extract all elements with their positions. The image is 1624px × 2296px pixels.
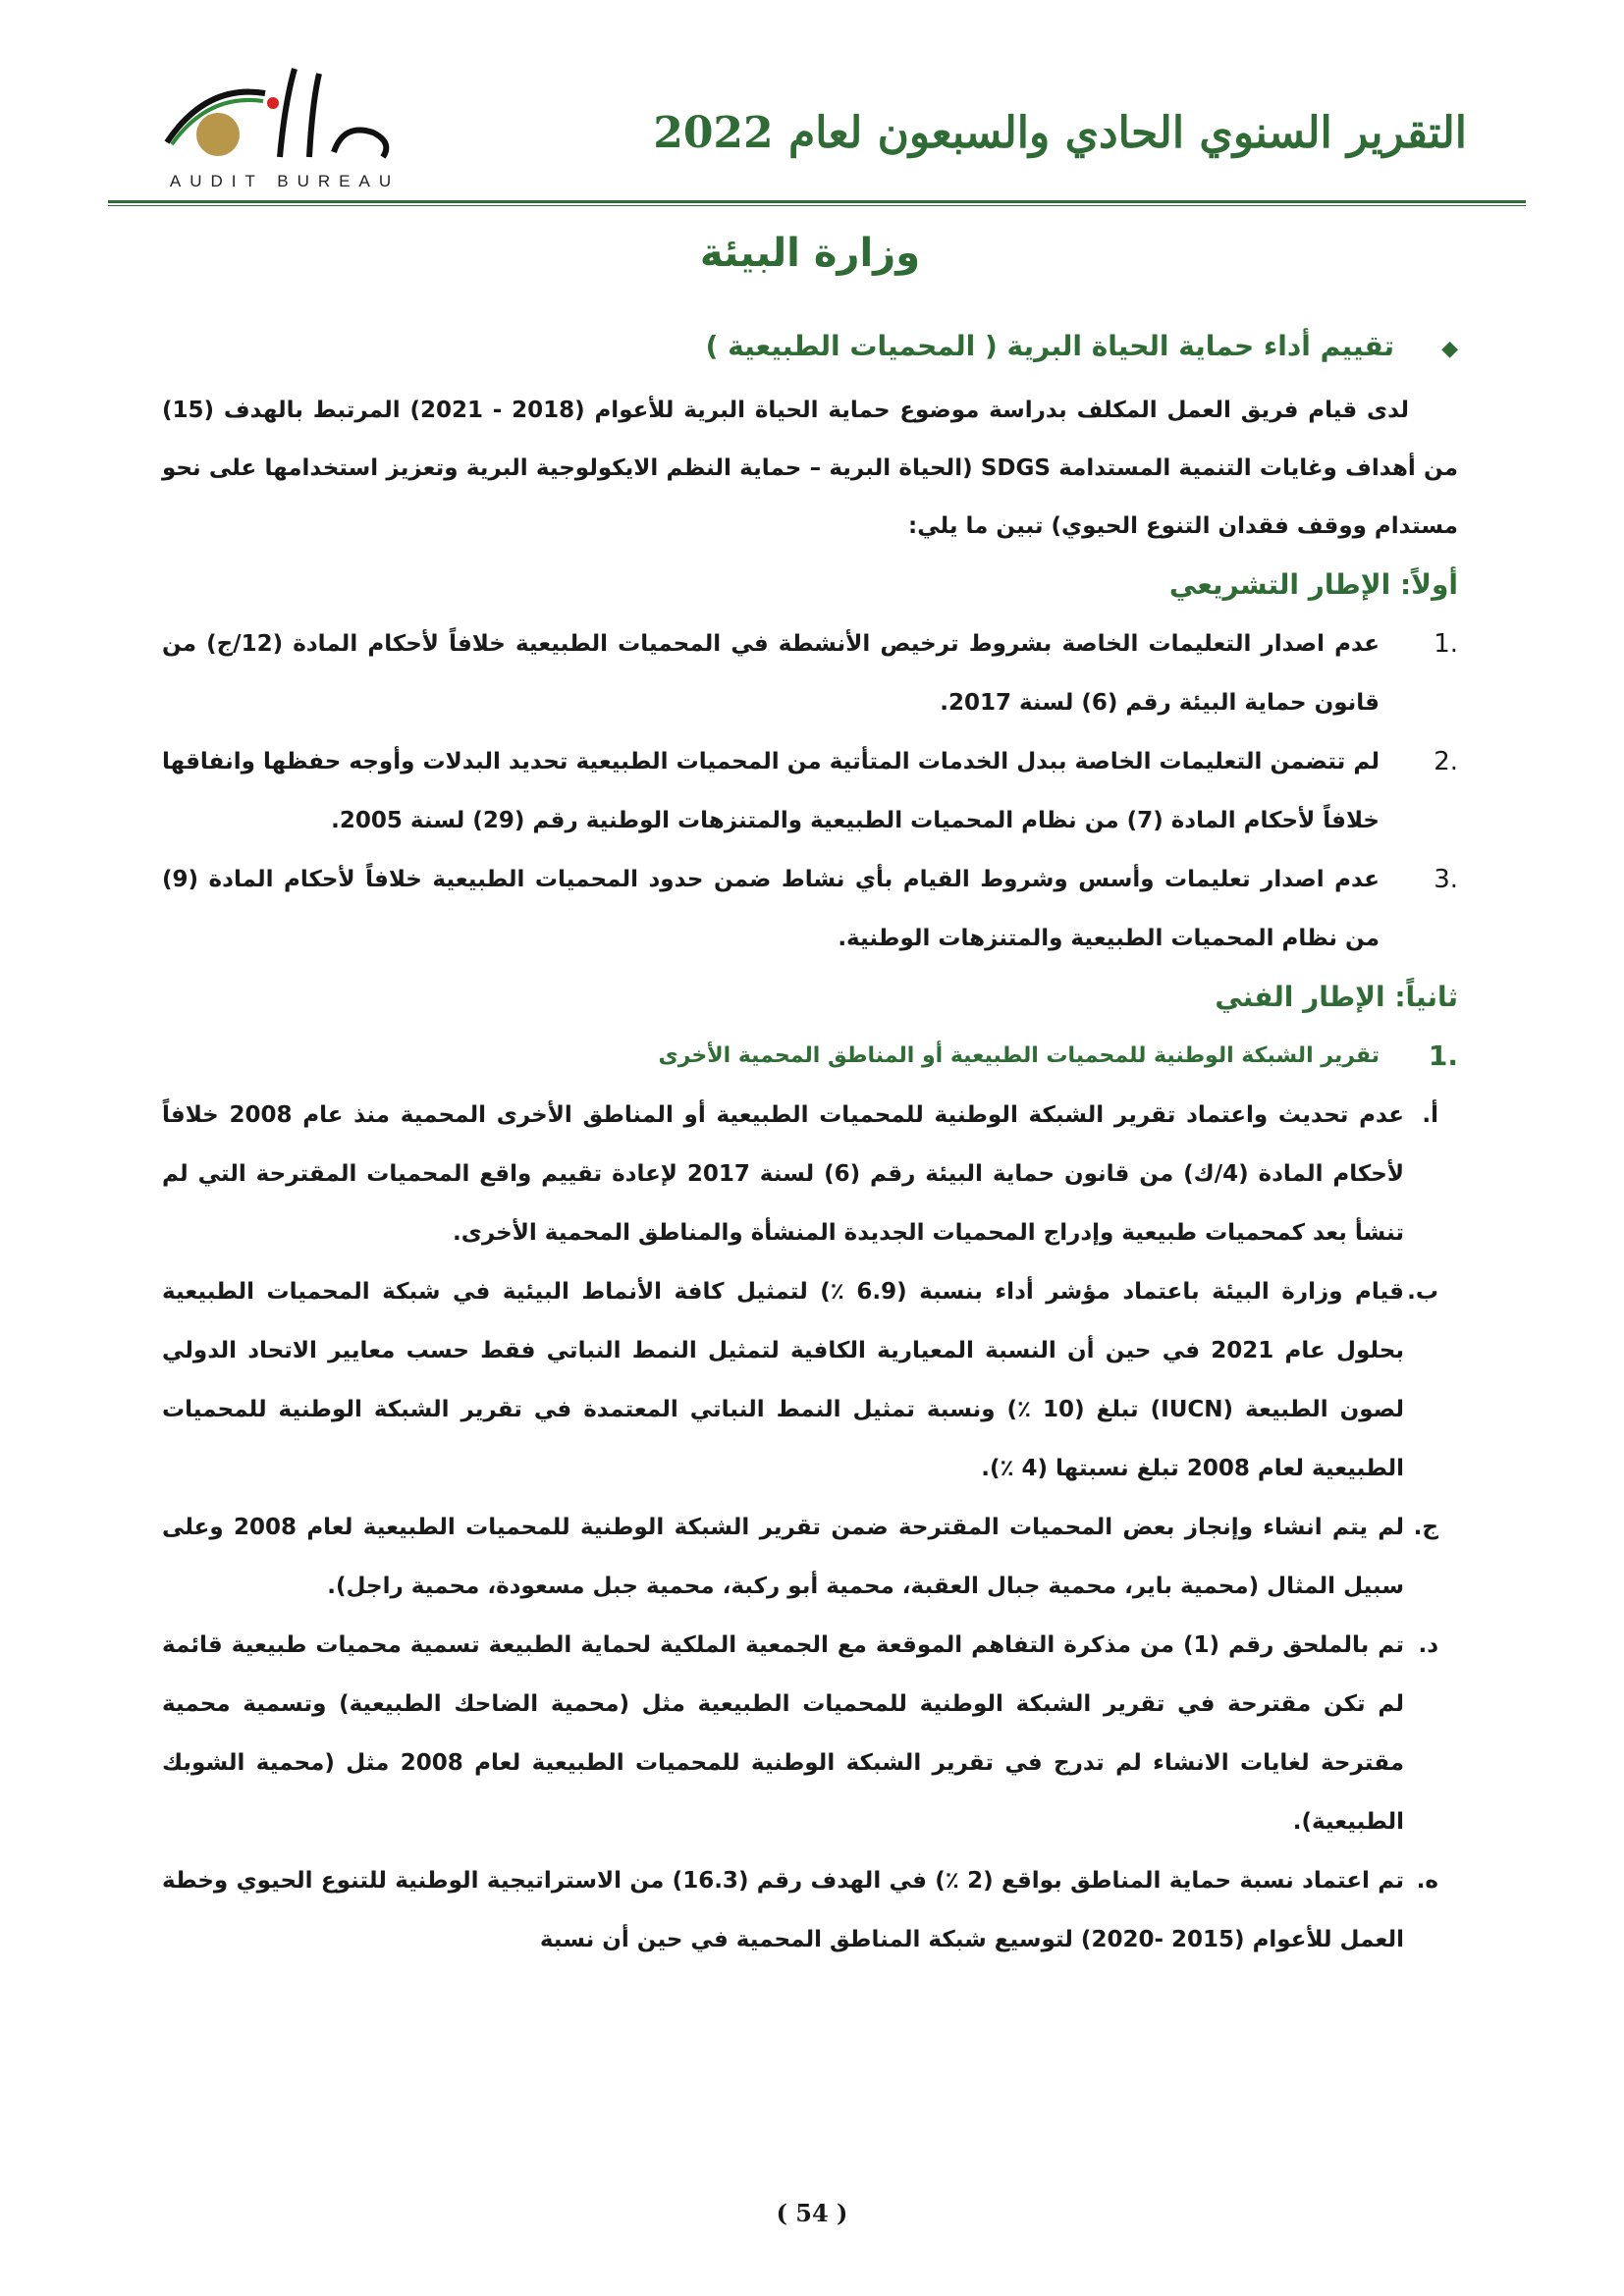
report-title: التقرير السنوي الحادي والسبعون لعام 2022	[653, 108, 1467, 158]
item-number: .1	[1434, 629, 1458, 659]
item-number: .3	[1434, 865, 1458, 894]
section-heading	[162, 330, 1458, 362]
list-item	[162, 850, 1458, 968]
logo-emblem-icon	[147, 64, 422, 172]
item-number: .2	[1434, 747, 1458, 776]
list-item	[162, 1262, 1438, 1498]
header-divider	[108, 200, 1526, 203]
subsection-heading	[162, 1027, 1458, 1086]
page-title: وزارة البيئة	[699, 231, 921, 276]
section-heading-text: تقييم أداء حماية الحياة البرية ( المحميات الطبيعية )	[705, 330, 1395, 362]
item-text: عدم اصدار التعليمات الخاصة بشروط ترخيص الأنشطة في المحميات الطبيعية خلافاً لأحكام المادة (12/ج) من قانون حماية البيئة رقم (6) لسنة 2017.	[162, 631, 1380, 716]
page-number: ( 54 )	[776, 2199, 848, 2227]
technical-framework-heading: ثانياً: الإطار الفني	[1215, 981, 1458, 1013]
item-text: لم يتم انشاء وإنجاز بعض المحميات المقترحة ضمن تقرير الشبكة الوطنية للمحميات الطبيعية لعام 2008 وعلى سبيل المثال (محمية باير، محمية جبال العقبة، محمية أبو ركبة، محمية جبل مسعودة، محمية راجل).	[162, 1515, 1404, 1599]
subsection-title: تقرير الشبكة الوطنية للمحميات الطبيعية أو المناطق المحمية الأخرى	[658, 1043, 1380, 1068]
item-text: لم تتضمن التعليمات الخاصة ببدل الخدمات المتأتية من المحميات الطبيعية تحديد البدلات وأوجه حفظها وانفاقها خلافاً لأحكام المادة (7) من نظام المحميات الطبيعية والمتنزهات الوطنية رقم (29) لسنة 2005.	[162, 749, 1380, 833]
list-item	[162, 1851, 1438, 1969]
list-item	[162, 732, 1458, 850]
legislative-framework-heading: أولاً: الإطار التشريعي	[1168, 568, 1458, 601]
list-item	[162, 614, 1458, 732]
list-item	[162, 1616, 1438, 1851]
page-content	[162, 231, 1458, 1969]
item-text: تم بالملحق رقم (1) من مذكرة التفاهم الموقعة مع الجمعية الملكية لحماية الطبيعة تسمية محميات طبيعية قائمة لم تكن مقترحة في تقرير الشبكة الوطنية للمحميات الطبيعية مثل (محمية الضاحك الطبيعية) وتسمية محمية مقترحة لغايات الانشاء لم تدرج في تقرير الشبكة الوطنية للمحميات الطبيعية لعام 2008 مثل (محمية الشوبك الطبيعية).	[162, 1632, 1404, 1835]
diamond-bullet-icon: ◆	[1441, 337, 1458, 361]
item-letter: ب.	[1407, 1279, 1438, 1305]
item-letter: ج.	[1413, 1515, 1438, 1540]
list-item	[162, 1086, 1438, 1262]
item-letter: أ.	[1422, 1102, 1438, 1128]
page-header	[0, 54, 1624, 201]
subsection-number: .1	[1428, 1040, 1458, 1072]
item-text: عدم اصدار تعليمات وأسس وشروط القيام بأي نشاط ضمن حدود المحميات الطبيعية خلافاً لأحكام المادة (9) من نظام المحميات الطبيعية والمتنزهات الوطنية.	[162, 867, 1380, 951]
item-letter: ه.	[1416, 1868, 1438, 1894]
item-text: تم اعتماد نسبة حماية المناطق بواقع (2 ٪) في الهدف رقم (16.3) من الاستراتيجية الوطنية للتنوع الحيوي وخطة العمل للأعوام (2015 -2020) لتوسيع شبكة المناطق المحمية في حين أن نسبة	[162, 1868, 1404, 1952]
logo-english-text: AUDIT BUREAU	[169, 172, 401, 190]
item-letter: د.	[1418, 1632, 1438, 1658]
intro-paragraph: لدى قيام فريق العمل المكلف بدراسة موضوع حماية الحياة البرية للأعوام (2018 - 2021) المرتبط بالهدف (15) من أهداف وغايات التنمية المستدامة SDGS (الحياة البرية – حماية النظم الايكولوجية البرية وتعزيز استخدامها على نحو مستدام ووقف فقدان التنوع الحيوي) تبين ما يلي:	[162, 398, 1458, 539]
item-text: عدم تحديث واعتماد تقرير الشبكة الوطنية للمحميات الطبيعية أو المناطق الأخرى المحمية منذ عام 2008 خلافاً لأحكام المادة (4/ك) من قانون حماية البيئة رقم (6) لسنة 2017 لإعادة تقييم واقع المحميات المقترحة التي لم تنشأ بعد كمحميات طبيعية وإدراج المحميات الجديدة المنشأة والمناطق المحمية الأخرى.	[162, 1102, 1404, 1246]
item-text: قيام وزارة البيئة باعتماد مؤشر أداء بنسبة (6.9 ٪) لتمثيل كافة الأنماط البيئية في شبكة المحميات الطبيعية بحلول عام 2021 في حين أن النسبة المعيارية الكافية لتمثيل النمط النباتي فقط حسب معايير الاتحاد الدولي لصون الطبيعة (IUCN) تبلغ (10 ٪) ونسبة تمثيل النمط النباتي المعتمدة في تقرير الشبكة الوطنية للمحميات الطبيعية لعام 2008 تبلغ نسبتها (4 ٪).	[162, 1279, 1404, 1481]
audit-bureau-logo	[147, 64, 422, 191]
list-item	[162, 1498, 1438, 1616]
header-divider-thin	[108, 205, 1526, 206]
